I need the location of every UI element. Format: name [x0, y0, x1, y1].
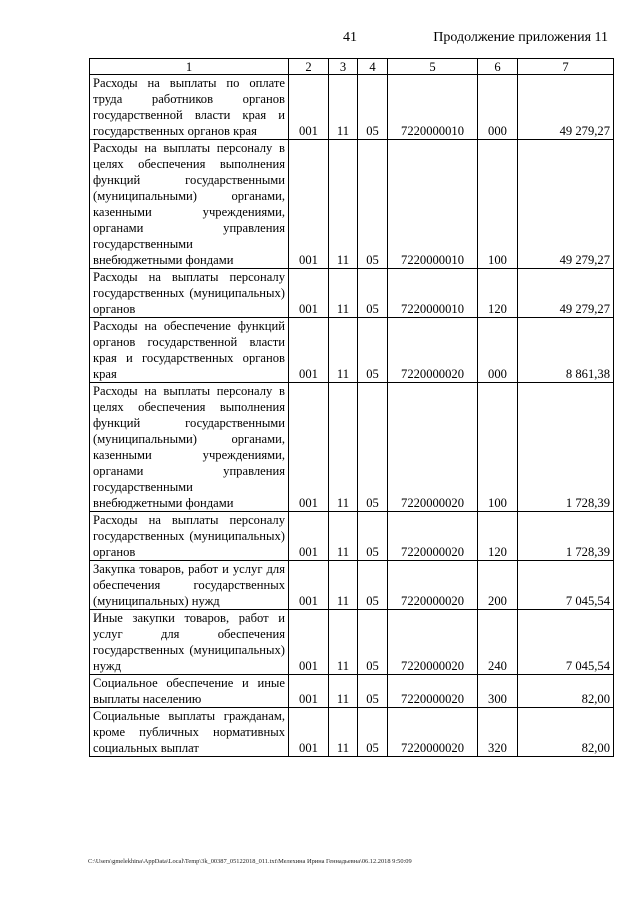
expense-type-code: 240: [478, 610, 518, 675]
ministry-code: 001: [289, 561, 329, 610]
section-code: 11: [329, 269, 358, 318]
appendix-caption: Продолжение приложения 11: [433, 30, 608, 45]
section-code: 11: [329, 610, 358, 675]
target-code: 7220000020: [388, 708, 478, 757]
expense-name: Расходы на выплаты персоналу государственных (муниципальных) органов: [90, 269, 289, 318]
ministry-code: 001: [289, 269, 329, 318]
table-row: [90, 561, 614, 610]
subsection-code: 05: [358, 675, 388, 708]
ministry-code: 001: [289, 75, 329, 140]
file-path-footer: C:\Users\gmelekhina\AppData\Local\Temp\3k_00387_05122018_011.txt\Мелехина Ирина Геннадьевна\06.12.2018 9:50:09: [88, 858, 412, 865]
expense-type-code: 200: [478, 561, 518, 610]
expense-type-code: 120: [478, 269, 518, 318]
expense-name: Расходы на выплаты персоналу в целях обеспечения выполнения функций государственными (муниципальными) органами, казенными учреждениями, органами управления государственными внебюджетными фондами: [90, 383, 289, 512]
budget-table: [89, 58, 614, 757]
target-code: 7220000020: [388, 318, 478, 383]
table-header-row: [90, 59, 614, 75]
column-header: 5: [388, 59, 478, 75]
amount: 8 861,38: [518, 318, 614, 383]
ministry-code: 001: [289, 512, 329, 561]
expense-type-code: 000: [478, 318, 518, 383]
ministry-code: 001: [289, 140, 329, 269]
amount: 7 045,54: [518, 561, 614, 610]
column-header: 2: [289, 59, 329, 75]
table-row: [90, 269, 614, 318]
ministry-code: 001: [289, 708, 329, 757]
table-row: [90, 75, 614, 140]
column-header: 6: [478, 59, 518, 75]
expense-name: Расходы на обеспечение функций органов государственной власти края и государственных органов края: [90, 318, 289, 383]
expense-name: Расходы на выплаты персоналу в целях обеспечения выполнения функций государственными (муниципальными) органами, казенными учреждениями, органами управления государственными внебюджетными фондами: [90, 140, 289, 269]
target-code: 7220000010: [388, 140, 478, 269]
amount: 1 728,39: [518, 383, 614, 512]
target-code: 7220000020: [388, 610, 478, 675]
target-code: 7220000010: [388, 269, 478, 318]
expense-type-code: 100: [478, 140, 518, 269]
subsection-code: 05: [358, 383, 388, 512]
subsection-code: 05: [358, 318, 388, 383]
table-row: [90, 610, 614, 675]
table-row: [90, 675, 614, 708]
expense-type-code: 300: [478, 675, 518, 708]
subsection-code: 05: [358, 610, 388, 675]
amount: 82,00: [518, 675, 614, 708]
section-code: 11: [329, 383, 358, 512]
expense-name: Закупка товаров, работ и услуг для обеспечения государственных (муниципальных) нужд: [90, 561, 289, 610]
subsection-code: 05: [358, 561, 388, 610]
amount: 49 279,27: [518, 269, 614, 318]
target-code: 7220000020: [388, 383, 478, 512]
expense-name: Социальное обеспечение и иные выплаты населению: [90, 675, 289, 708]
amount: 1 728,39: [518, 512, 614, 561]
column-header: 3: [329, 59, 358, 75]
expense-type-code: 000: [478, 75, 518, 140]
table-row: [90, 318, 614, 383]
subsection-code: 05: [358, 708, 388, 757]
table-row: [90, 140, 614, 269]
amount: 7 045,54: [518, 610, 614, 675]
section-code: 11: [329, 512, 358, 561]
table-row: [90, 512, 614, 561]
section-code: 11: [329, 708, 358, 757]
amount: 82,00: [518, 708, 614, 757]
expense-type-code: 120: [478, 512, 518, 561]
target-code: 7220000020: [388, 675, 478, 708]
subsection-code: 05: [358, 140, 388, 269]
expense-name: Расходы на выплаты персоналу государственных (муниципальных) органов: [90, 512, 289, 561]
ministry-code: 001: [289, 318, 329, 383]
subsection-code: 05: [358, 75, 388, 140]
expense-type-code: 320: [478, 708, 518, 757]
expense-name: Иные закупки товаров, работ и услуг для обеспечения государственных (муниципальных) нужд: [90, 610, 289, 675]
table-row: [90, 708, 614, 757]
column-header: 4: [358, 59, 388, 75]
ministry-code: 001: [289, 675, 329, 708]
expense-type-code: 100: [478, 383, 518, 512]
target-code: 7220000020: [388, 512, 478, 561]
section-code: 11: [329, 140, 358, 269]
column-header: 7: [518, 59, 614, 75]
target-code: 7220000020: [388, 561, 478, 610]
section-code: 11: [329, 561, 358, 610]
target-code: 7220000010: [388, 75, 478, 140]
ministry-code: 001: [289, 610, 329, 675]
amount: 49 279,27: [518, 140, 614, 269]
expense-name: Социальные выплаты гражданам, кроме публичных нормативных социальных выплат: [90, 708, 289, 757]
amount: 49 279,27: [518, 75, 614, 140]
section-code: 11: [329, 318, 358, 383]
subsection-code: 05: [358, 269, 388, 318]
table-row: [90, 383, 614, 512]
subsection-code: 05: [358, 512, 388, 561]
section-code: 11: [329, 675, 358, 708]
section-code: 11: [329, 75, 358, 140]
expense-name: Расходы на выплаты по оплате труда работников органов государственной власти края и государственных органов края: [90, 75, 289, 140]
column-header: 1: [90, 59, 289, 75]
page-number: 41: [343, 30, 357, 45]
ministry-code: 001: [289, 383, 329, 512]
